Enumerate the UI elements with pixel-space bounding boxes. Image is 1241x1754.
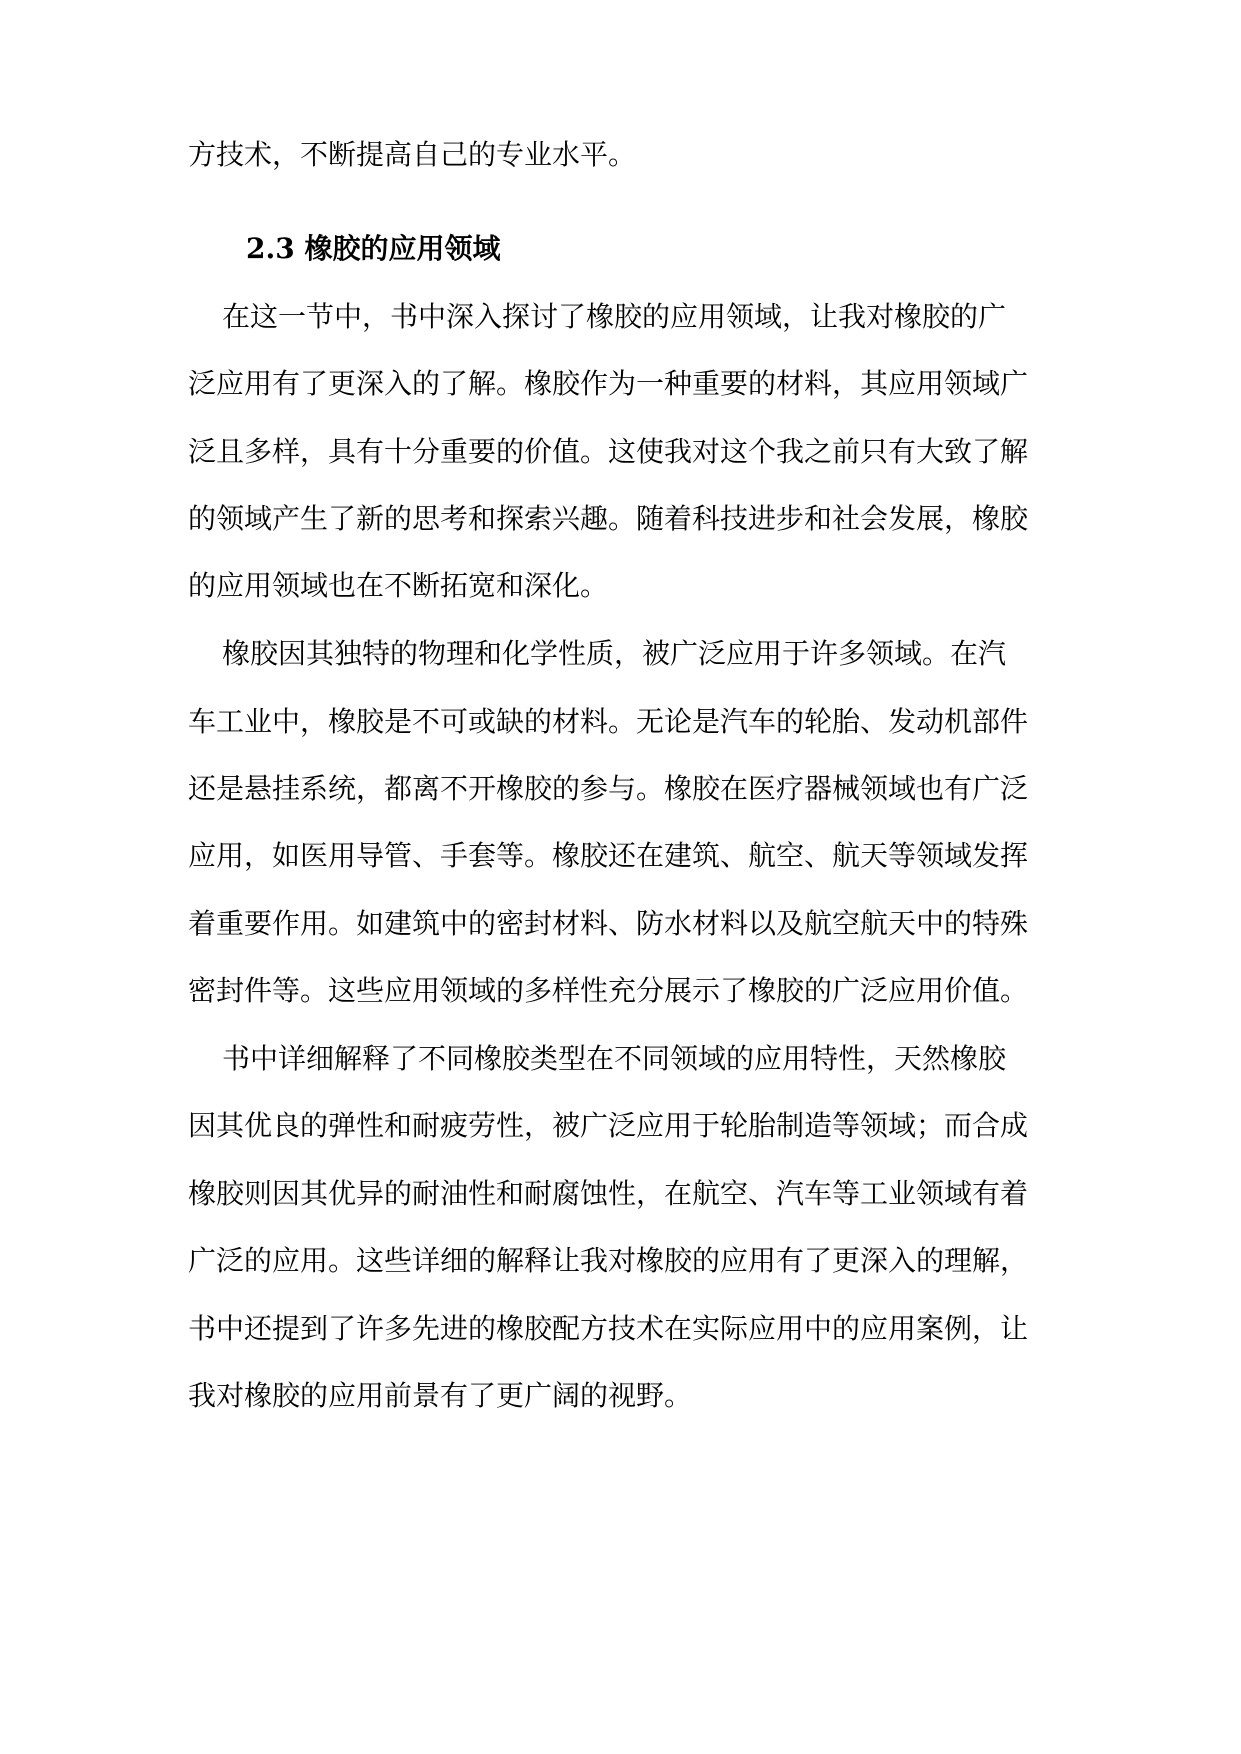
paragraph-3-line-4: 广泛的应用。这些详细的解释让我对橡胶的应用有了更深入的理解， [188, 1244, 1029, 1277]
paragraph-1-line-1: 在这一节中，书中深入探讨了橡胶的应用领域，让我对橡胶的广 [222, 300, 1007, 333]
paragraph-2-line-3: 还是悬挂系统，都离不开橡胶的参与。橡胶在医疗器械领域也有广泛 [188, 772, 1029, 805]
paragraph-3-line-2: 因其优良的弹性和耐疲劳性，被广泛应用于轮胎制造等领域；而合成 [188, 1109, 1029, 1142]
paragraph-2-line-2: 车工业中，橡胶是不可或缺的材料。无论是汽车的轮胎、发动机部件 [188, 705, 1029, 738]
paragraph-line-continued: 方技术，不断提高自己的专业水平。 [188, 138, 637, 171]
paragraph-1-line-3: 泛且多样，具有十分重要的价值。这使我对这个我之前只有大致了解 [188, 435, 1029, 468]
paragraph-2-line-4: 应用，如医用导管、手套等。橡胶还在建筑、航空、航天等领域发挥 [188, 839, 1029, 872]
paragraph-3-line-6: 我对橡胶的应用前景有了更广阔的视野。 [188, 1379, 693, 1412]
paragraph-3-line-3: 橡胶则因其优异的耐油性和耐腐蚀性，在航空、汽车等工业领域有着 [188, 1177, 1029, 1210]
paragraph-2-line-5: 着重要作用。如建筑中的密封材料、防水材料以及航空航天中的特殊 [188, 907, 1029, 940]
paragraph-3-line-5: 书中还提到了许多先进的橡胶配方技术在实际应用中的应用案例，让 [188, 1312, 1029, 1345]
section-heading: 2.3 橡胶的应用领域 [246, 232, 501, 265]
paragraph-3-line-1: 书中详细解释了不同橡胶类型在不同领域的应用特性，天然橡胶 [222, 1042, 1007, 1075]
paragraph-2-line-1: 橡胶因其独特的物理和化学性质，被广泛应用于许多领域。在汽 [222, 637, 1007, 670]
paragraph-1-line-4: 的领域产生了新的思考和探索兴趣。随着科技进步和社会发展，橡胶 [188, 502, 1029, 535]
paragraph-1-line-5: 的应用领域也在不断拓宽和深化。 [188, 569, 609, 602]
paragraph-1-line-2: 泛应用有了更深入的了解。橡胶作为一种重要的材料，其应用领域广 [188, 367, 1029, 400]
paragraph-2-line-6: 密封件等。这些应用领域的多样性充分展示了橡胶的广泛应用价值。 [188, 974, 1029, 1007]
